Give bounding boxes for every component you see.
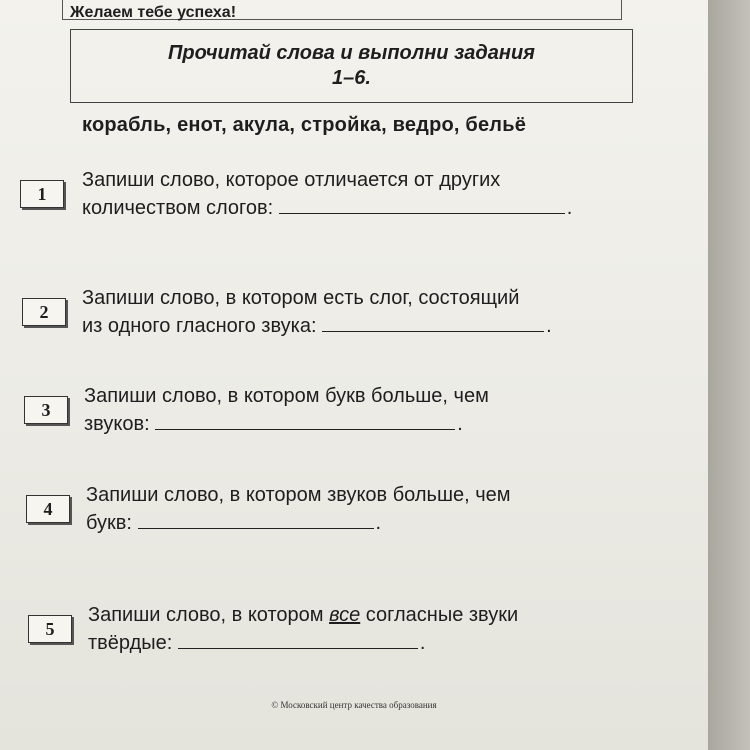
- task-number-3: 3: [24, 396, 68, 424]
- task-number-5: 5: [28, 615, 72, 643]
- task-number-1: 1: [20, 180, 64, 208]
- instruction-line1: Прочитай слова и выполни задания: [168, 42, 535, 64]
- task-3-line2: звуков:: [84, 413, 150, 435]
- answer-field-2[interactable]: [322, 313, 544, 332]
- task-1-line2: количеством слогов:: [82, 197, 274, 219]
- task-1: Запиши слово, которое отличается от других количеством слогов: .: [82, 166, 618, 222]
- task-5-line1-a: Запиши слово, в котором: [88, 604, 330, 626]
- copyright: © Московский центр качества образования: [271, 700, 437, 710]
- task-5-line2: твёрдые:: [88, 632, 173, 654]
- task-5-line1: [88, 601, 632, 629]
- instruction-line2: 1–6.: [332, 67, 371, 89]
- task-5-line1-c: согласные звуки: [360, 604, 519, 626]
- answer-field-1[interactable]: [279, 195, 565, 214]
- task-3: Запиши слово, в котором букв больше, чем звуков: .: [84, 382, 624, 438]
- task-number-4: 4: [26, 495, 70, 523]
- task-4-line1: Запиши слово, в котором звуков больше, чем: [86, 484, 511, 506]
- answer-field-5[interactable]: [178, 630, 418, 649]
- wish-text: Желаем тебе успеха!: [70, 4, 237, 21]
- desk-background: [708, 0, 750, 750]
- task-5: Запиши слово, в котором все согласные звуки твёрдые: .: [88, 601, 632, 657]
- task-3-line1: Запиши слово, в котором букв больше, чем: [84, 385, 489, 407]
- answer-field-3[interactable]: [155, 411, 455, 430]
- instruction-box: [70, 29, 633, 103]
- task-1-line1: Запиши слово, которое отличается от других: [82, 169, 501, 191]
- task-4-line2: букв:: [86, 512, 132, 534]
- word-list: корабль, енот, акула, стройка, ведро, бельё: [82, 114, 527, 136]
- task-4: Запиши слово, в котором звуков больше, чем букв: .: [86, 481, 626, 537]
- task-2-line1: Запиши слово, в котором есть слог, состоящий: [82, 287, 520, 309]
- task-2: Запиши слово, в котором есть слог, состоящий из одного гласного звука: .: [82, 284, 622, 340]
- task-number-2: 2: [22, 298, 66, 326]
- task-2-line2: из одного гласного звука:: [82, 315, 317, 337]
- task-5-emphasis: все: [329, 604, 361, 626]
- answer-field-4[interactable]: [138, 510, 374, 529]
